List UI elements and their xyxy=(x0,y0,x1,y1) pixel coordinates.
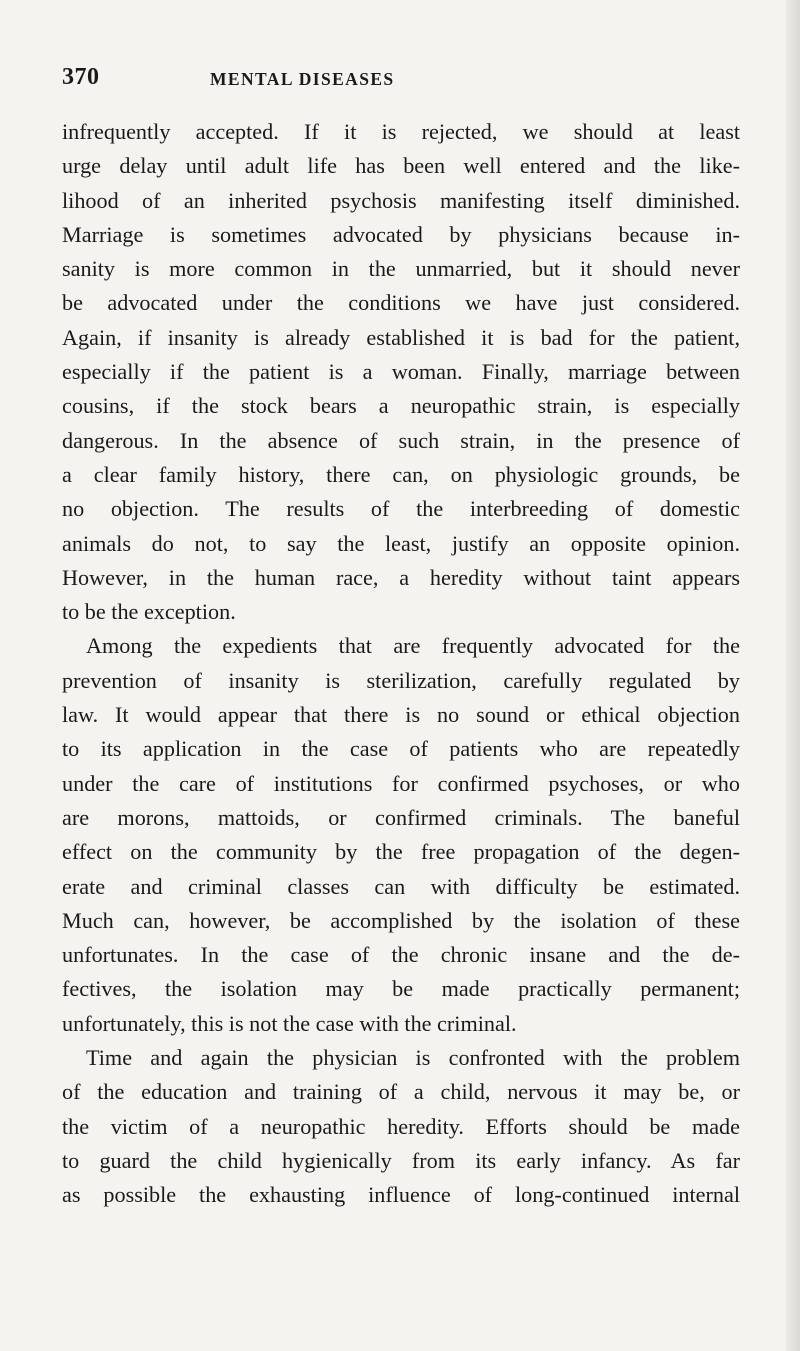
text-line: Among the expedients that are frequently advocated for the xyxy=(86,633,740,659)
body-text xyxy=(62,115,740,1213)
text-line: effect on the community by the free propagation of the degen- xyxy=(62,839,740,865)
text-line: as possible the exhausting influence of long-continued internal xyxy=(62,1182,740,1208)
text-line: urge delay until adult life has been well entered and the like- xyxy=(62,153,740,179)
text-line: unfortunates. In the case of the chronic insane and the de- xyxy=(62,942,740,968)
text-line: fectives, the isolation may be made practically permanent; xyxy=(62,976,740,1002)
text-line: prevention of insanity is sterilization, carefully regulated by xyxy=(62,667,740,693)
running-head: MENTAL DISEASES xyxy=(210,69,395,89)
text-line: to its application in the case of patients who are repeatedly xyxy=(62,736,740,762)
text-line: to guard the child hygienically from its early infancy. As far xyxy=(62,1147,740,1173)
text-line: Much can, however, be accomplished by the isolation of these xyxy=(62,907,740,933)
text-line: a clear family history, there can, on physiologic grounds, be xyxy=(62,461,740,487)
text-line: infrequently accepted. If it is rejected, we should at least xyxy=(62,119,740,144)
text-line: animals do not, to say the least, justify an opposite opinion. xyxy=(62,530,740,556)
text-line: the victim of a neuropathic heredity. Efforts should be made xyxy=(62,1113,740,1139)
text-line: dangerous. In the absence of such strain, in the presence of xyxy=(62,427,740,453)
text-line: sanity is more common in the unmarried, but it should never xyxy=(62,256,740,282)
page-number: 370 xyxy=(62,64,100,90)
page-edge xyxy=(786,0,800,1351)
text-line: law. It would appear that there is no sound or ethical objection xyxy=(62,702,740,728)
text-line: be advocated under the conditions we have just considered. xyxy=(62,290,740,316)
text-line: unfortunately, this is not the case with the criminal. xyxy=(62,1010,517,1036)
text-line: to be the exception. xyxy=(62,599,236,625)
text-line: Again, if insanity is already established it is bad for the patient, xyxy=(62,324,740,350)
text-line: are morons, mattoids, or confirmed criminals. The baneful xyxy=(62,804,740,830)
text-line: erate and criminal classes can with difficulty be estimated. xyxy=(62,873,740,899)
text-line: lihood of an inherited psychosis manifesting itself diminished. xyxy=(62,187,740,213)
page-header xyxy=(62,62,740,92)
text-line: no objection. The results of the interbreeding of domestic xyxy=(62,496,740,522)
text-line: However, in the human race, a heredity without taint appears xyxy=(62,564,740,590)
text-line: especially if the patient is a woman. Finally, marriage between xyxy=(62,359,740,385)
text-line: under the care of institutions for confirmed psychoses, or who xyxy=(62,770,740,796)
text-line: cousins, if the stock bears a neuropathic strain, is especially xyxy=(62,393,740,419)
text-line: Marriage is sometimes advocated by physicians because in- xyxy=(62,221,740,247)
text-line: of the education and training of a child, nervous it may be, or xyxy=(62,1079,740,1105)
text-line: Time and again the physician is confronted with the problem xyxy=(86,1045,740,1071)
